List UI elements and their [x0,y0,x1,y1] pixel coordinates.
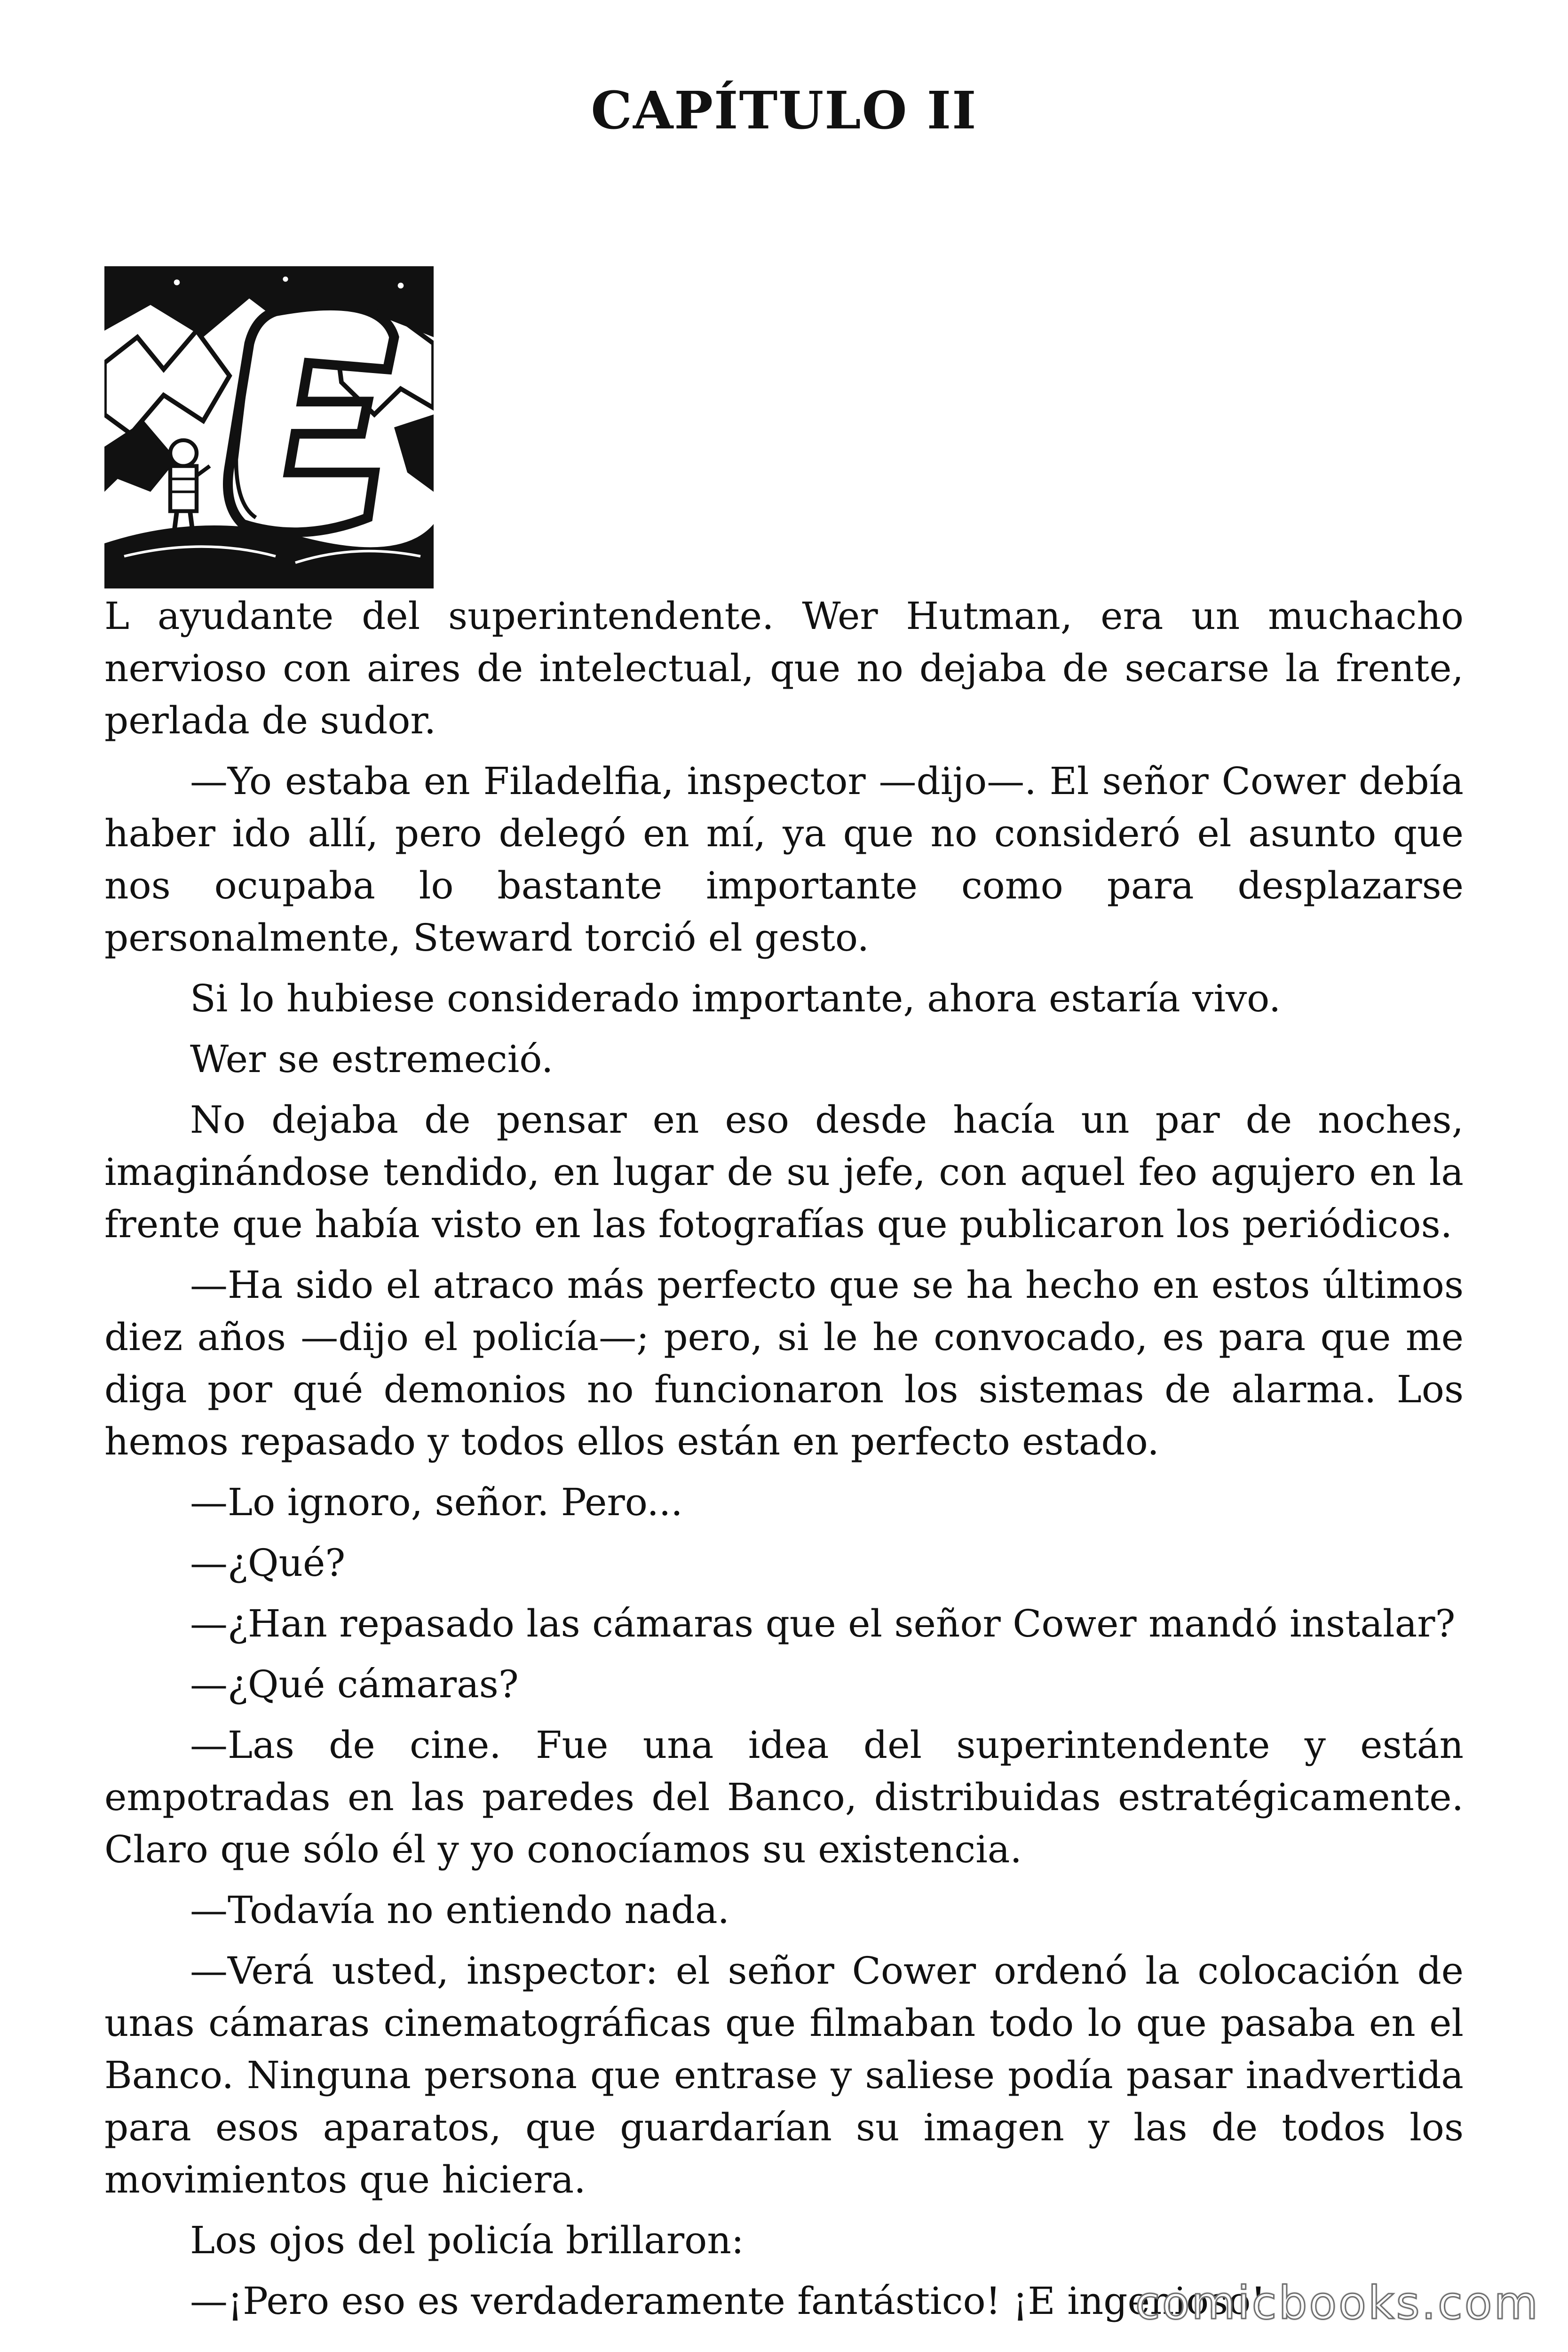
paragraph: —Las de cine. Fue una idea del superintendente y están empotradas en las paredes del Banco, distribuidas estratégicamente. Claro que sólo él y yo conocíamos su existencia. [104,1723,1464,1871]
paragraph: —Verá usted, inspector: el señor Cower ordenó la colocación de unas cámaras cinematográficas que filmaban todo lo que pasaba en el Banco. Ninguna persona que entrase y saliese podía pasar inadvertida para esos aparatos, que guardarían su imagen y las de todos los movimientos que hiciera. [104,1949,1464,2201]
paragraph: —¿Han repasado las cámaras que el señor Cower mandó instalar? [190,1602,1456,1645]
watermark: comicbooks.com [1135,2277,1540,2329]
paragraph: Wer se estremeció. [190,1037,554,1081]
chapter-title: CAPÍTULO II [591,80,977,141]
paragraph: —¿Qué cámaras? [190,1662,519,1706]
paragraph: L ayudante del superintendente. Wer Hutman, era un muchacho nervioso con aires de intelectual, que no dejaba de secarse la frente, perlada de sudor. [104,594,1464,742]
paragraph: —Lo ignoro, señor. Pero... [190,1480,683,1524]
illuminated-initial-icon [104,266,434,588]
drop-cap-illustration [104,266,434,588]
paragraph: —Todavía no entiendo nada. [190,1888,730,1932]
paragraph: —¡Pero eso es verdaderamente fantástico! ¡E ingenioso! [190,2279,1266,2323]
paragraph: Si lo hubiese considerado importante, ahora estaría vivo. [190,977,1281,1020]
paragraph: —¿Qué? [190,1541,346,1585]
paragraph: —Ha sido el atraco más perfecto que se ha hecho en estos últimos diez años —dijo el policía—; pero, si le he convocado, es para que me diga por qué demonios no funcionaron los sistemas de alarma. Los hemos repasado y todos ellos están en perfecto estado. [104,1263,1464,1463]
body-text [104,590,1464,2336]
paragraph: Los ojos del policía brillaron: [190,2218,744,2262]
paragraph: —Yo estaba en Filadelfia, inspector —dijo—. El señor Cower debía haber ido allí, pero delegó en mí, ya que no consideró el asunto que nos ocupaba lo bastante importante como para desplazarse personalmente, Steward torció el gesto. [104,759,1464,960]
paragraph: No dejaba de pensar en eso desde hacía un par de noches, imaginándose tendido, en lugar de su jefe, con aquel feo agujero en la frente que había visto en las fotografías que publicaron los periódicos. [104,1098,1464,1246]
